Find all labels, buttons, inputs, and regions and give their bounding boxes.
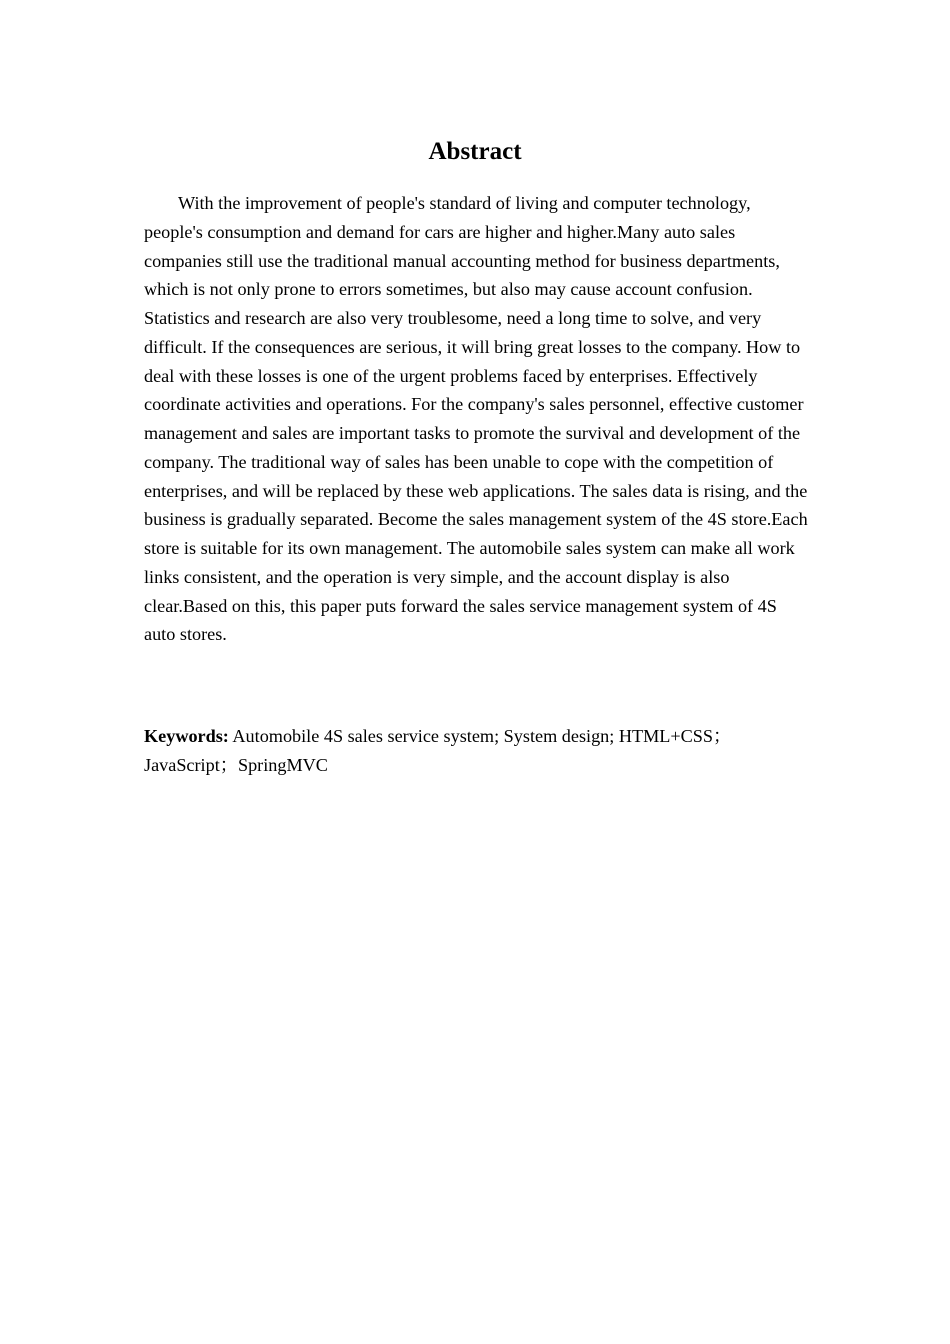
keywords-paragraph xyxy=(144,722,808,780)
keywords-text: Automobile 4S sales service system; System design; HTML+CSS；JavaScript；SpringMVC xyxy=(144,726,732,775)
keywords-label: Keywords: xyxy=(144,726,229,746)
abstract-body: With the improvement of people's standard of living and computer technology, people's consumption and demand for cars are higher and higher.Many auto sales companies still use the traditional manual accounting method for business departments, which is not only prone to errors sometimes, but also may cause account confusion. Statistics and research are also very troublesome, need a long time to solve, and very difficult. If the consequences are serious, it will bring great losses to the company. How to deal with these losses is one of the urgent problems faced by enterprises. Effectively coordinate activities and operations. For the company's sales personnel, effective customer management and sales are important tasks to promote the survival and development of the company. The traditional way of sales has been unable to cope with the competition of enterprises, and will be replaced by these web applications. The sales data is rising, and the business is gradually separated. Become the sales management system of the 4S store.Each store is suitable for its own management. The automobile sales system can make all work links consistent, and the operation is very simple, and the account display is also clear.Based on this, this paper puts forward the sales service management system of 4S auto stores. xyxy=(144,193,808,645)
abstract-title: Abstract xyxy=(428,138,522,165)
